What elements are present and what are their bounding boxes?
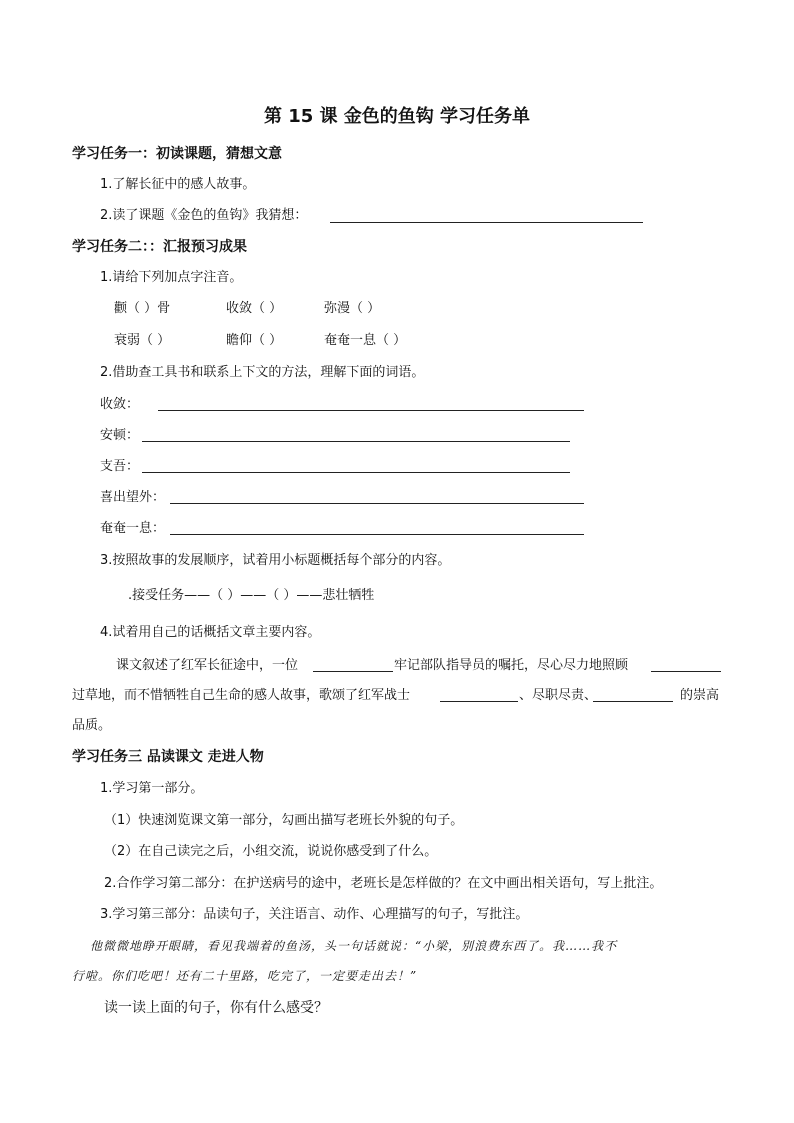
task2-item4: 4.试着用自己的话概括文章主要内容。 — [100, 625, 321, 640]
quote-line: 行啦。你们吃吧！还有二十里路，吃完了，一定要走出去！” — [72, 969, 418, 983]
summary-text: 品质。 — [72, 718, 112, 733]
word-label: 安顿： — [100, 428, 140, 443]
quote-line: 他微微地睁开眼睛，看见我端着的鱼汤，头一句话就说：“小梁，别浪费东西了。我……我不 — [90, 939, 618, 953]
task3-item2: 2.合作学习第二部分：在护送病号的途中，老班长是怎样做的？在文中画出相关语句，写上批注。 — [104, 876, 663, 891]
summary-text: 、尽职尽责、 — [519, 688, 598, 703]
task3-item1: 1.学习第一部分。 — [100, 781, 204, 796]
task3-sub1: （1）快速浏览课文第一部分，勾画出描写老班长外貌的句子。 — [104, 813, 464, 828]
story-outline: .接受任务——（ ）——（ ）——悲壮牺牲 — [128, 588, 375, 603]
pinyin-item: 颧（ ）骨 — [114, 301, 171, 316]
task1-item1: 1.了解长征中的感人故事。 — [100, 177, 256, 192]
pinyin-item: 衰弱（ ） — [114, 333, 171, 348]
word-label: 收敛： — [100, 397, 140, 412]
task2-item1: 1.请给下列加点字注音。 — [100, 270, 243, 285]
task1-heading: 学习任务一：初读课题，猜想文意 — [72, 146, 282, 162]
page-title: 第 15 课 金色的鱼钩 学习任务单 — [263, 106, 531, 127]
summary-blank[interactable] — [313, 671, 393, 672]
word-answer-line[interactable] — [170, 534, 584, 535]
task1-item2: 2.读了课题《金色的鱼钩》我猜想： — [100, 208, 308, 223]
pinyin-item: 收敛（ ） — [226, 301, 283, 316]
word-label: 喜出望外： — [100, 490, 166, 505]
word-answer-line[interactable] — [142, 472, 570, 473]
word-answer-line[interactable] — [142, 441, 570, 442]
summary-text: 的崇高 — [680, 688, 720, 703]
reflection-prompt: 读一读上面的句子，你有什么感受？ — [104, 1000, 328, 1016]
summary-blank[interactable] — [440, 701, 518, 702]
summary-blank[interactable] — [593, 701, 673, 702]
word-label: 支吾： — [100, 459, 140, 474]
summary-text: 课文叙述了红军长征途中，一位 — [116, 658, 299, 673]
task2-item2: 2.借助查工具书和联系上下文的方法，理解下面的词语。 — [100, 365, 425, 380]
word-label: 奄奄一息： — [100, 521, 166, 536]
task3-item3: 3.学习第三部分：品读句子，关注语言、动作、心理描写的句子，写批注。 — [100, 907, 529, 922]
pinyin-item: 弥漫（ ） — [324, 301, 381, 316]
pinyin-item: 瞻仰（ ） — [226, 333, 283, 348]
guess-answer-line[interactable] — [330, 222, 643, 223]
task2-heading: 学习任务二：：汇报预习成果 — [72, 239, 247, 255]
pinyin-item: 奄奄一息（ ） — [324, 333, 407, 348]
summary-blank[interactable] — [651, 671, 721, 672]
word-answer-line[interactable] — [170, 503, 584, 504]
task3-sub2: （2）在自己读完之后，小组交流，说说你感受到了什么。 — [104, 844, 438, 859]
summary-text: 过草地，而不惜牺牲自己生命的感人故事，歌颂了红军战士 — [72, 688, 411, 703]
task3-heading: 学习任务三 品读课文 走进人物 — [72, 749, 264, 765]
word-answer-line[interactable] — [158, 410, 584, 411]
summary-text: 牢记部队指导员的嘱托，尽心尽力地照顾 — [394, 658, 629, 673]
task2-item3: 3.按照故事的发展顺序，试着用小标题概括每个部分的内容。 — [100, 553, 451, 568]
